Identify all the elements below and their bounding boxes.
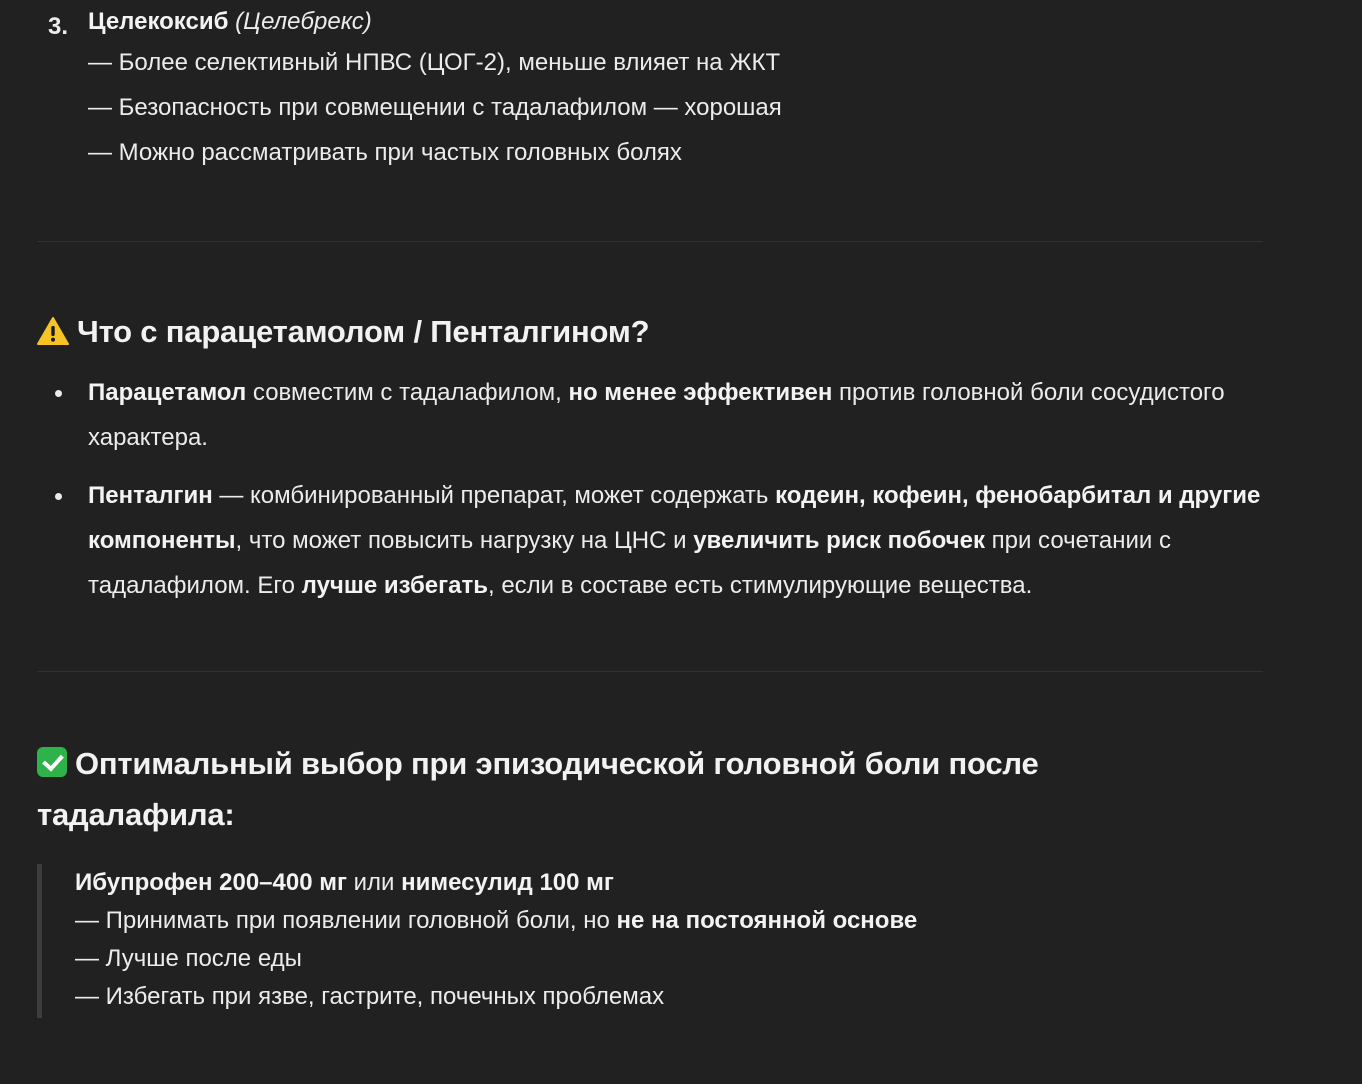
heading-text: Что с парацетамолом / Пенталгином?: [77, 314, 650, 349]
emphasis-bold: нимесулид 100 мг: [401, 869, 614, 896]
item-line-3: — Можно рассматривать при частых головных болях: [88, 139, 682, 166]
item-title: [88, 4, 1267, 40]
brand-name: (Целебрекс): [235, 8, 372, 35]
quote-line-1: [75, 864, 1137, 902]
numbered-list-item: [37, 4, 1267, 175]
text-span: при сочетании с тадалафилом. Его: [88, 527, 1172, 599]
list-item: [37, 473, 1277, 608]
check-mark-icon: [37, 747, 67, 777]
list-item: [37, 370, 1277, 460]
text-span: совместим с тадалафилом,: [246, 379, 569, 406]
bullet-dot: [55, 390, 62, 397]
bullet-dot: [55, 493, 62, 500]
divider: [37, 671, 1263, 672]
divider: [37, 241, 1263, 242]
emphasis-bold: кодеин, кофеин, фенобарбитал и другие компоненты: [88, 482, 1261, 554]
text-span: , если в составе есть стимулирующие вещества.: [487, 572, 1033, 599]
section-heading-optimal: [37, 738, 1217, 840]
term-bold: Пенталгин: [88, 482, 213, 509]
emphasis-bold: увеличить риск побочек: [693, 527, 985, 554]
text-span: — комбинированный препарат, может содержать: [212, 482, 776, 509]
item-line-2: — Безопасность при совмещении с тадалафилом — хорошая: [88, 94, 782, 121]
bullet-list: [37, 370, 1277, 621]
text-span: или: [346, 869, 402, 896]
quote-line-3: — Лучше после еды: [75, 945, 302, 972]
quote-line-4: — Избегать при язве, гастрите, почечных проблемах: [75, 983, 665, 1010]
term-bold: Парацетамол: [88, 379, 247, 406]
warning-icon: [37, 316, 69, 346]
emphasis-bold: не на постоянной основе: [616, 907, 918, 934]
drug-name: Целекоксиб: [88, 8, 229, 35]
emphasis-bold: Ибупрофен 200–400 мг: [75, 869, 347, 896]
emphasis-bold: но менее эффективен: [568, 379, 833, 406]
text-span: — Принимать при появлении головной боли, но: [75, 907, 617, 934]
text-span: , что может повысить нагрузку на ЦНС и: [235, 527, 694, 554]
list-number: 3.: [48, 13, 69, 40]
item-line-1: — Более селективный НПВС (ЦОГ-2), меньше влияет на ЖКТ: [88, 49, 781, 76]
quote-line-2: [75, 902, 1137, 940]
emphasis-bold: лучше избегать: [301, 572, 488, 599]
text-span: против головной боли сосудистого характера.: [88, 379, 1225, 451]
section-heading-warning: [37, 312, 649, 352]
blockquote: [37, 864, 1137, 1018]
heading-text: Оптимальный выбор при эпизодической головной боли после тадалафила:: [37, 746, 1039, 832]
